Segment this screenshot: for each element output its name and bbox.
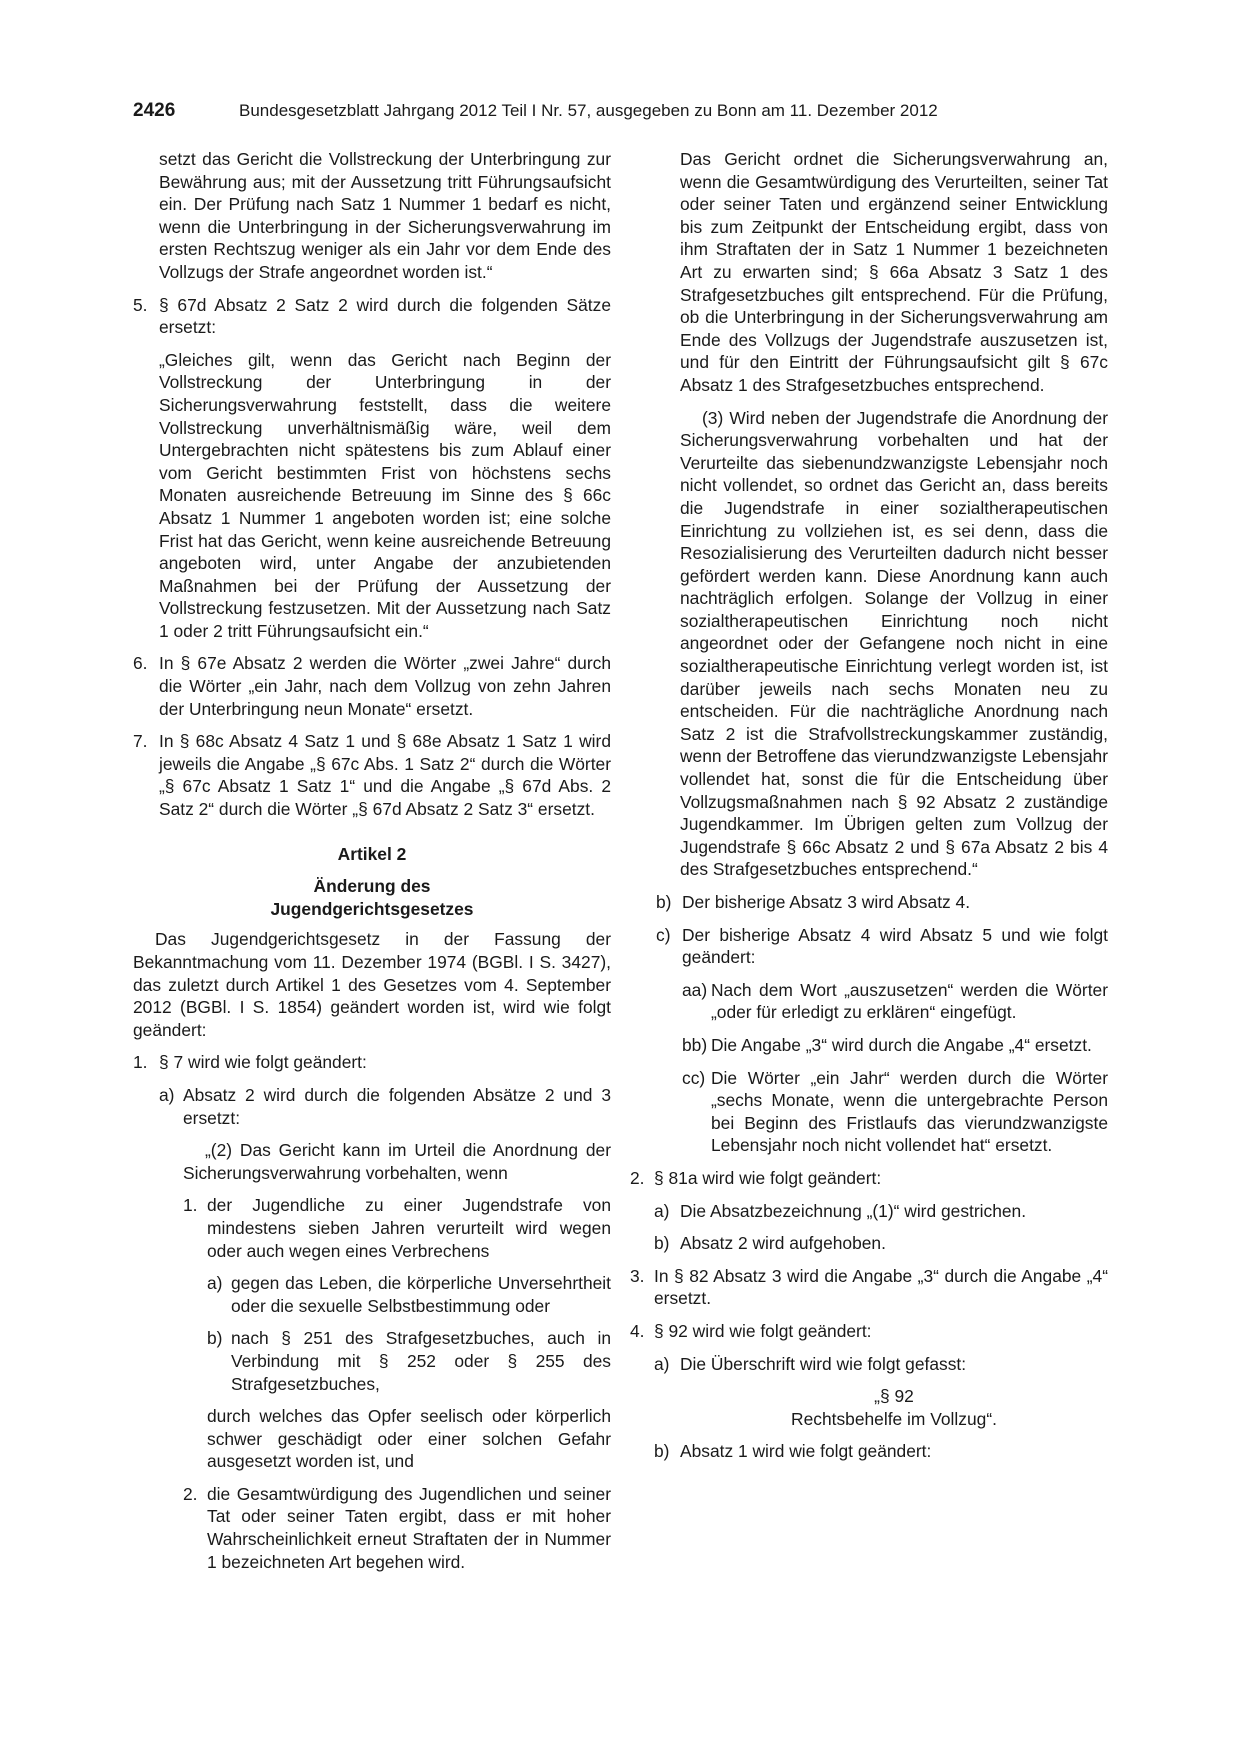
sub-item — [654, 1200, 1108, 1223]
sub-item-letter: a) — [654, 1200, 670, 1221]
nested-sub-item-letter: a) — [207, 1273, 223, 1294]
nested-item-tail: durch welches das Opfer seelisch oder körperlich schwer geschädigt oder einer solchen Gefahr ausgesetzt worden ist, und — [207, 1406, 611, 1472]
item-text: In § 68c Absatz 4 Satz 1 und § 68e Absatz 1 Satz 1 wird jeweils die Angabe „§ 67c Abs. 1 Satz 2“ durch die Wörter „§ 67c Absatz 1 Satz 1“ und die Angabe „§ 67d Abs. 2 Satz 2“ durch die Wörter „§ 67d Absatz 2 Satz 3“ ersetzt. — [159, 731, 611, 820]
quoted-text: „Gleiches gilt, wenn das Gericht nach Beginn der Vollstreckung der Unterbringung in der Sicherungsverwahrung feststellt, dass die weitere Vollstreckung unverhältnismäßig wäre, weil dem Untergebrachten nicht spätestens bis zum Ablauf einer vom Gericht bestimmten Frist von höchstens sechs Monaten ausreichende Betreuung im Sinne des § 66c Absatz 1 Nummer 1 angeboten worden ist; eine solche Frist hat das Gericht, wenn keine ausreichende Betreuung angeboten wird, unter Angabe der anzubietenden Maßnahmen bei der Prüfung der Aussetzung der Vollstreckung festzusetzen. Mit der Aussetzung nach Satz 1 oder 2 tritt Führungsaufsicht ein.“ — [159, 349, 611, 641]
continued-text: setzt das Gericht die Vollstreckung der Unterbringung zur Bewährung aus; mit der Aussetzung tritt Führungsaufsicht ein. Der Prüfung nach Satz 1 Nummer 1 bedarf es nicht, wenn die Unterbringung in der Sicherungsverwahrung im ersten Rechtszug weniger als ein Jahr vor dem Ende des Vollzugs der Strafe angeordnet worden ist.“ — [159, 149, 611, 282]
nested-sub-item-letter: b) — [207, 1328, 223, 1349]
list-item — [133, 652, 611, 720]
sub-item — [656, 891, 1108, 914]
paragraph-3: (3) Wird neben der Jugendstrafe die Anordnung der Sicherungsverwahrung vorbehalten und hat der Verurteilte das siebenundzwanzigste Lebensjahr noch nicht vollendet, so ordnet das Gericht an, dass bereits die Jugendstrafe in einer sozialtherapeutischen Einrichtung zu vollziehen ist, es sei denn, dass die Resozialisierung des Verurteilten dadurch nicht besser gefördert werden kann. Diese Anordnung kann auch nachträglich erfolgen. Solange der Vollzug in einer sozialtherapeutischen Einrichtung noch nicht angeordnet oder der Gefangene noch nicht in eine sozialtherapeutische Einrichtung verlegt worden ist, ist darüber jeweils nach sechs Monaten neu zu entscheiden. Für die nachträgliche Anordnung nach Satz 2 ist die Strafvollstreckungskammer zuständig, wenn der Betroffene das vierundzwanzigste Lebensjahr vollendet hat, sonst die für die Entscheidung über Vollzugsmaßnahmen nach § 92 Absatz 2 zuständige Jugendkammer. Im Übrigen gelten zum Vollzug der Jugendstrafe § 66c Absatz 2 und § 67a Absatz 2 bis 4 des Strafgesetzbuches entsprechend.“ — [680, 407, 1108, 880]
item-number: 5. — [133, 294, 148, 315]
intro-paragraph: Das Jugendgerichtsgesetz in der Fassung der Bekanntmachung vom 11. Dezember 1974 (BGBl. I S. 3427), das zuletzt durch Artikel 1 des Gesetzes vom 4. September 2012 (BGBl. I S. 1854) geändert worden ist, wird wie folgt geändert: — [133, 929, 611, 1040]
quoted-heading-line1: „§ 92 — [874, 1386, 914, 1407]
sub-item — [159, 1084, 611, 1573]
nested-item-number: 2. — [183, 1483, 198, 1504]
item-number: 3. — [630, 1265, 645, 1286]
running-title: Bundesgesetzblatt Jahrgang 2012 Teil I Nr. 57, ausgegeben zu Bonn am 11. Dezember 2012 — [239, 101, 938, 120]
sub-item-text: Die Absatzbezeichnung „(1)“ wird gestrichen. — [680, 1200, 1027, 1221]
nested-item — [183, 1194, 611, 1473]
sub-item-letter: a) — [654, 1353, 670, 1374]
list-item — [133, 294, 611, 643]
sub-item-letter: b) — [654, 1441, 670, 1462]
nested-item-label: bb) — [682, 1034, 708, 1055]
nested-item-text: Nach dem Wort „auszusetzen“ werden die Wörter „oder für erledigt zu erklären“ eingefügt. — [711, 979, 1108, 1023]
item-number: 4. — [630, 1320, 645, 1341]
nested-sub-item-text: nach § 251 des Strafgesetzbuches, auch in Verbindung mit § 252 oder § 255 des Strafgesetzbuches, — [231, 1328, 611, 1394]
sub-item-text: Die Überschrift wird wie folgt gefasst: — [680, 1353, 967, 1374]
sub-item — [654, 1353, 1108, 1431]
sub-item-letter: b) — [656, 892, 672, 912]
nested-item — [682, 979, 1108, 1024]
item-text: § 92 wird wie folgt geändert: — [654, 1320, 872, 1341]
list-item — [133, 730, 611, 820]
item-number: 1. — [133, 1052, 148, 1073]
right-column — [630, 148, 1108, 1473]
article-title-line2: Jugendgerichtsgesetzes — [270, 898, 474, 919]
list-item — [133, 1051, 611, 1573]
sub-item-text: Der bisherige Absatz 4 wird Absatz 5 und wie folgt geändert: — [682, 924, 1108, 968]
sub-item — [656, 924, 1108, 1157]
sub-item-letter: a) — [159, 1084, 175, 1105]
item-text: § 7 wird wie folgt geändert: — [159, 1052, 367, 1073]
article-label: Artikel 2 — [337, 843, 407, 864]
item-text: § 67d Absatz 2 Satz 2 wird durch die folgenden Sätze ersetzt: — [159, 294, 611, 338]
article-title-line1: Änderung des — [313, 876, 431, 897]
quoted-text: „(2) Das Gericht kann im Urteil die Anordnung der Sicherungsverwahrung vorbehalten, wenn — [183, 1140, 611, 1183]
list-item — [630, 1320, 1108, 1463]
item-number: 7. — [133, 731, 148, 752]
nested-item-text: der Jugendliche zu einer Jugendstrafe von mindestens sieben Jahren verurteilt wird wegen oder auch wegen eines Verbrechens — [207, 1195, 611, 1261]
nested-item-label: aa) — [682, 979, 708, 1000]
continued-text: Das Gericht ordnet die Sicherungsverwahrung an, wenn die Gesamtwürdigung des Verurteilten, seiner Tat oder seiner Taten und ergänzend seiner Entwicklung bis zum Zeitpunkt der Entscheidung ergibt, dass von ihm Straftaten der in Satz 1 Nummer 1 bezeichneten Art zu erwarten sind; § 66a Absatz 3 Satz 1 des Strafgesetzbuches gilt entsprechend. Für die Prüfung, ob die Unterbringung in der Sicherungsverwahrung am Ende des Vollzugs der Jugendstrafe auszusetzen ist, und für den Eintritt der Führungsaufsicht gilt § 67c Absatz 1 des Strafgesetzbuches entsprechend. — [680, 149, 1108, 395]
item-number: 6. — [133, 653, 148, 674]
list-item — [630, 1265, 1108, 1310]
sub-item-text: Der bisherige Absatz 3 wird Absatz 4. — [682, 892, 971, 912]
nested-item — [183, 1483, 611, 1573]
quoted-heading-line2: Rechtsbehelfe im Vollzug“. — [791, 1408, 997, 1429]
item-text: In § 67e Absatz 2 werden die Wörter „zwei Jahre“ durch die Wörter „ein Jahr, nach dem Vollzug von zehn Jahren der Unterbringung neun Monate“ ersetzt. — [159, 653, 611, 719]
nested-item-label: cc) — [682, 1067, 706, 1088]
nested-item — [682, 1034, 1108, 1057]
nested-sub-item — [207, 1327, 611, 1395]
list-item — [630, 1167, 1108, 1255]
page-header — [133, 100, 1003, 130]
nested-sub-item-text: gegen das Leben, die körperliche Unversehrtheit oder die sexuelle Selbstbestimmung oder — [231, 1273, 611, 1316]
sub-item — [654, 1232, 1108, 1255]
nested-item — [682, 1067, 1108, 1157]
nested-item-number: 1. — [183, 1195, 198, 1216]
article-heading — [133, 843, 611, 921]
item-text: § 81a wird wie folgt geändert: — [654, 1167, 882, 1188]
left-column — [133, 148, 611, 1583]
item-text: In § 82 Absatz 3 wird die Angabe „3“ durch die Angabe „4“ ersetzt. — [654, 1265, 1108, 1309]
sub-item-text: Absatz 2 wird durch die folgenden Absätze 2 und 3 ersetzt: — [183, 1084, 611, 1128]
sub-item-letter: c) — [656, 924, 671, 945]
sub-item-text: Absatz 2 wird aufgehoben. — [680, 1233, 886, 1254]
sub-item-text: Absatz 1 wird wie folgt geändert: — [680, 1441, 932, 1462]
nested-item-text: die Gesamtwürdigung des Jugendlichen und seiner Tat oder seiner Taten ergibt, dass er mit hoher Wahrscheinlichkeit erneut Straftaten der in Nummer 1 bezeichneten Art begehen wird. — [207, 1483, 611, 1572]
sub-item-letter: b) — [654, 1233, 670, 1254]
nested-sub-item — [207, 1272, 611, 1317]
sub-item — [654, 1440, 1108, 1463]
item-number: 2. — [630, 1167, 645, 1188]
nested-item-text: Die Wörter „ein Jahr“ werden durch die Wörter „sechs Monate, wenn die untergebrachte Person bei Beginn des Fristlaufs das vierundzwanzigste Lebensjahr noch nicht vollendet hat“ ersetzt. — [711, 1067, 1108, 1156]
nested-item-text: Die Angabe „3“ wird durch die Angabe „4“ ersetzt. — [711, 1034, 1092, 1055]
page-number: 2426 — [133, 100, 176, 121]
